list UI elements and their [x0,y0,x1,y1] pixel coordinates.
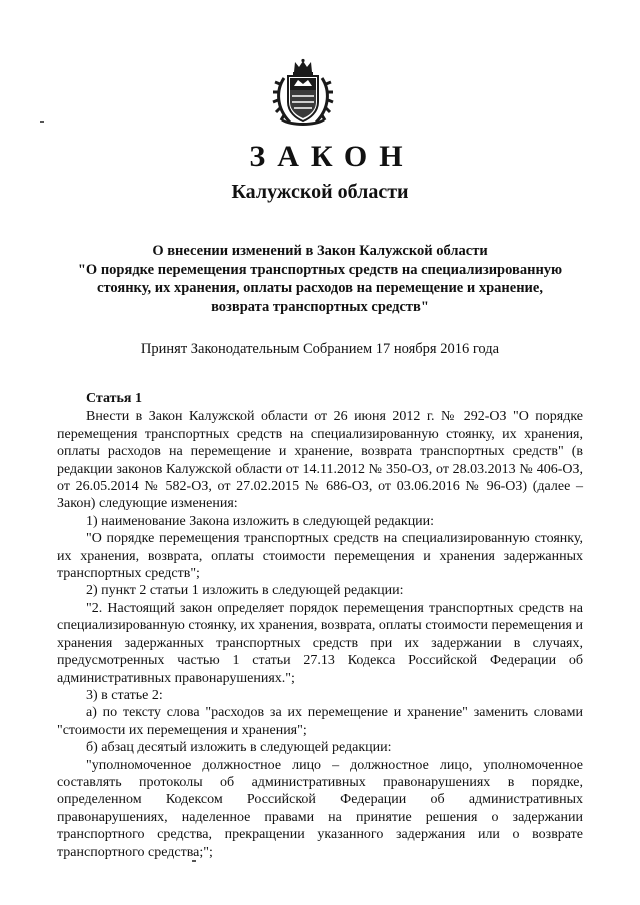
scan-speck [40,121,44,123]
article-paragraph: "О порядке перемещения транспортных средств на специализированную стоянку, их хранения, возврата, оплаты стоимости перемещения и хранения задержанных транспортных средств"; [57,531,583,582]
article-paragraph: а) по тексту слова "расходов за их перемещение и хранение" заменить словами "стоимости их перемещения и хранения"; [57,705,583,738]
article-paragraph: 1) наименование Закона изложить в следующей редакции: [86,513,435,529]
subject-line: "О порядке перемещения транспортных средств на специализированную [77,261,563,278]
subject-line: возврата транспортных средств" [211,298,429,315]
article-paragraph: 2) пункт 2 статьи 1 изложить в следующей редакции: [86,583,404,599]
law-title: ЗАКОН [249,140,415,173]
article-paragraph: "2. Настоящий закон определяет порядок перемещения транспортных средств на специализированную стоянку, их хранения, возврата, оплаты стоимости перемещения и хранения задержанных транспортных средств при их задержании в случаях, предусмотренных частью 1 статьи 27.13 Кодекса Российской Федерации об административных правонарушениях."; [57,600,583,686]
subject-line: О внесении изменений в Закон Калужской области [152,243,488,259]
article-paragraph: "уполномоченное должностное лицо – должностное лицо, уполномоченное составлять протоколы об административных правонарушениях в порядке, определенном Кодексом Российской Федерации об административных правонарушениях, наделенное правами на принятие решения о задержании транспортного средства, прекращении указанного задержания или о возврате транспортного средства;"; [57,757,583,860]
article-heading: Статья 1 [86,391,142,406]
subject-line: стоянку, их хранения, оплаты расходов на перемещение и хранение, [97,280,543,296]
region-title: Калужской области [231,181,409,203]
law-subject [60,242,580,316]
article-paragraph: б) абзац десятый изложить в следующей редакции: [86,740,392,756]
article-paragraph: 3) в статье 2: [86,687,163,703]
article-paragraph: Внести в Закон Калужской области от 26 июня 2012 г. № 292-ОЗ "О порядке перемещения транспортных средств на специализированную стоянку, их хранения, оплаты расходов на перемещение и хранение, возврата транспортных средств" (в редакции законов Калужской области от 14.11.2012 № 350-ОЗ, от 28.03.2013 № 406-ОЗ, от 26.05.2014 № 582-ОЗ, от 27.02.2015 № 686-ОЗ, от 03.06.2016 № 96-ОЗ) (далее – Закон) следующие изменения: [57,409,583,512]
adoption-line: Принят Законодательным Собранием 17 ноября 2016 года [140,341,500,357]
coat-of-arms-icon [270,58,336,128]
law-body [57,390,583,861]
